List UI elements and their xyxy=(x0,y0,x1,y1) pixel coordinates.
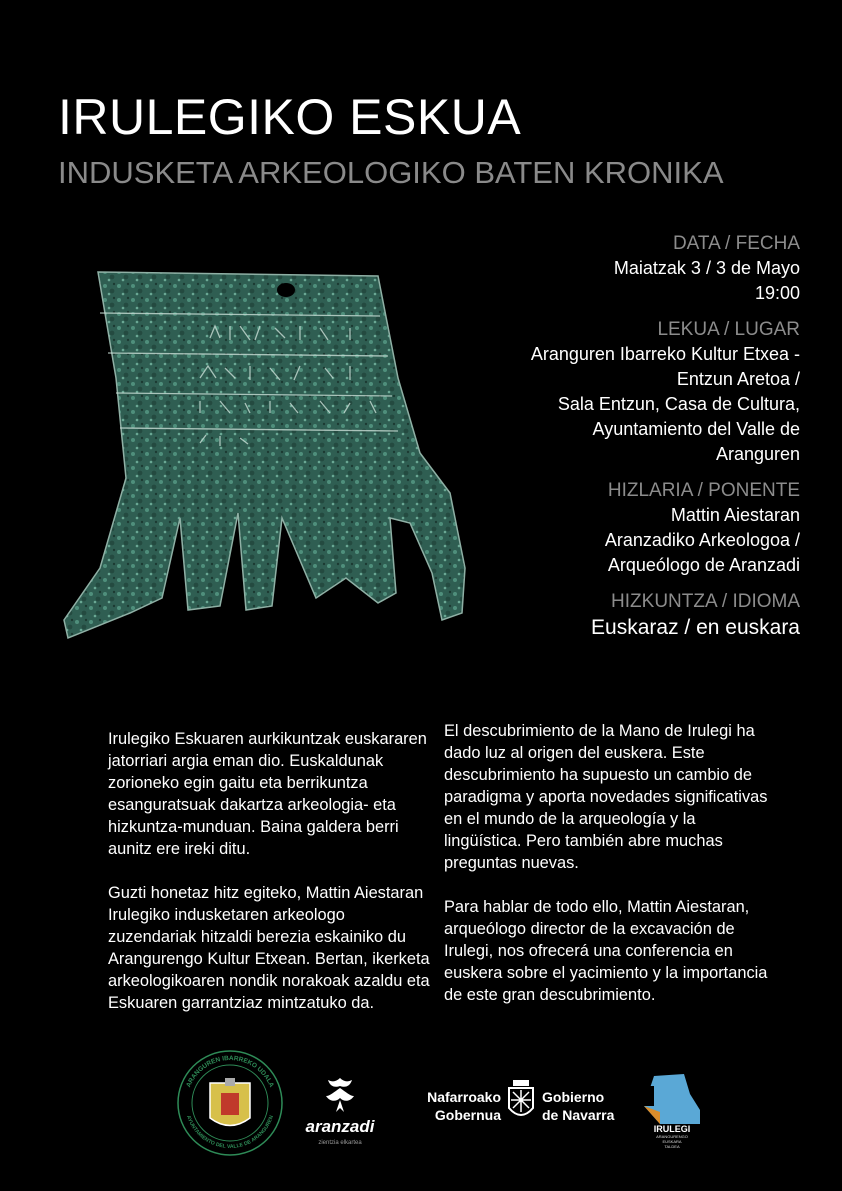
body-text-basque xyxy=(108,728,433,1036)
aranzadi-subtitle: zientzia elkartea xyxy=(318,1140,362,1146)
event-info xyxy=(440,232,800,654)
navarra-right-line: Gobierno xyxy=(542,1089,605,1105)
navarra-coat-of-arms-icon xyxy=(505,1078,537,1124)
speaker-line: Aranzadiko Arkeologoa / xyxy=(604,530,800,550)
speaker-line: Arqueólogo de Aranzadi xyxy=(607,555,800,575)
body-text-spanish xyxy=(444,720,774,1028)
date-value: Maiatzak 3 / 3 de Mayo xyxy=(613,258,800,278)
irulegi-hand-illustration xyxy=(60,268,490,658)
irulegi-sub-line: TALDEA xyxy=(664,1144,680,1149)
date-label: DATA / FECHA xyxy=(672,233,800,254)
page-subtitle: INDUSKETA ARKEOLOGIKO BATEN KRONIKA xyxy=(58,155,724,190)
navarra-right-line: de Navarra xyxy=(542,1107,615,1123)
place-line: Sala Entzun, Casa de Cultura, xyxy=(557,394,800,414)
place-line: Aranguren Ibarreko Kultur Etxea - xyxy=(530,344,800,364)
navarra-left-line: Nafarroako xyxy=(427,1089,501,1105)
speaker-line: Mattin Aiestaran xyxy=(670,505,800,525)
place-label: LEKUA / LUGAR xyxy=(657,319,800,340)
paragraph: Irulegiko Eskuaren aurkikuntzak euskararen jatorriari argia eman dio. Euskaldunak zorioneko egin gaitu eta berrikuntza esanguratsuak dakartza arkeologia- eta hizkuntza-munduan. Baina galdera berri aunitz ere ireki ditu. xyxy=(108,730,427,858)
aranguren-bottom-text: AYUNTAMIENTO DEL VALLE DE ARANGUREN xyxy=(185,1114,275,1151)
time-value: 19:00 xyxy=(754,283,800,303)
navarra-left-line: Gobernua xyxy=(434,1107,501,1123)
language-label: HIZKUNTZA / IDIOMA xyxy=(611,591,800,612)
speaker-label: HIZLARIA / PONENTE xyxy=(607,480,800,501)
place-line: Ayuntamiento del Valle de xyxy=(592,419,800,439)
navarra-spanish-name xyxy=(542,1088,614,1124)
navarra-basque-name xyxy=(418,1088,501,1124)
paragraph: Para hablar de todo ello, Mattin Aiestaran, arqueólogo director de la excavación de Irulegi, nos ofrecerá una conferencia en euskera sobre el yacimiento y la importancia de este gran descubrimiento. xyxy=(444,898,768,1004)
irulegi-euskara-taldea-logo xyxy=(640,1072,706,1152)
aranguren-top-text: ARANGUREN IBARREKO UDALA xyxy=(185,1054,275,1089)
irulegi-sub-line: EUSKARA xyxy=(662,1139,682,1144)
aranzadi-logo xyxy=(318,1072,362,1116)
irulegi-sub-line: ARANGURENGO xyxy=(656,1134,688,1139)
paragraph: Guzti honetaz hitz egiteko, Mattin Aiestaran Irulegiko indusketaren arkeologo zuzendariak hitzaldi berezia eskainiko du Arangurengo Kultur Etxean. Bertan, ikerketa arkeologikoaren nondik norakoak azaldu eta Eskuaren garrantziaz mintzatuko da. xyxy=(108,884,430,1012)
page-title: IRULEGIKO ESKUA xyxy=(58,89,522,145)
aranguren-seal-logo xyxy=(175,1038,285,1168)
place-line: Aranguren xyxy=(715,444,800,464)
irulegi-wordmark: IRULEGI xyxy=(653,1124,691,1134)
place-line: Entzun Aretoa / xyxy=(676,369,800,389)
language-value: Euskaraz / en euskara xyxy=(591,616,800,639)
paragraph: El descubrimiento de la Mano de Irulegi ha dado luz al origen del euskera. Este descubrimiento ha supuesto un cambio de paradigma y aporta novedades significativas en el mundo de la arqueología y la lingüística. Pero también abre muchas preguntas nuevas. xyxy=(444,722,768,872)
aranzadi-wordmark: aranzadi xyxy=(305,1117,375,1136)
